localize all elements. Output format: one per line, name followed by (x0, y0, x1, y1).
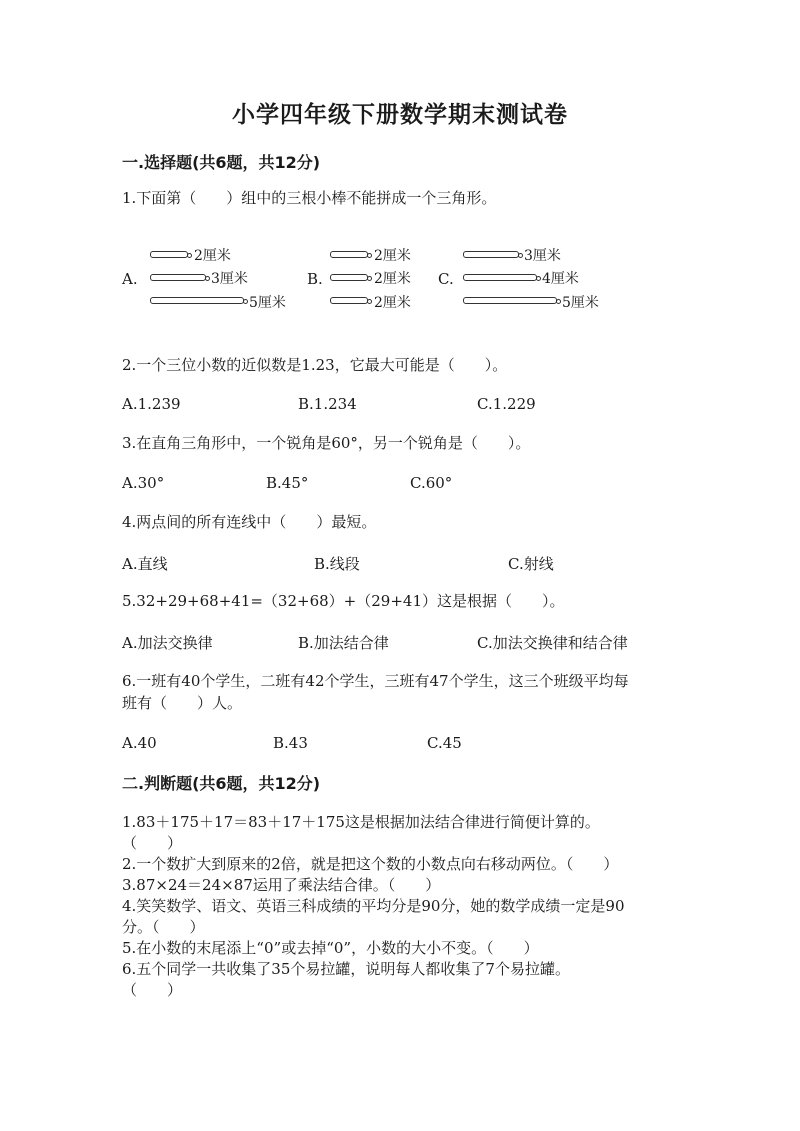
q3-option-c: C.60° (410, 474, 453, 492)
q6-option-a: A.40 (122, 734, 157, 752)
q1-b-stick-2-label: 2厘米 (374, 271, 411, 287)
q1-a-stick-2-label: 3厘米 (211, 271, 248, 287)
q1-c-stick-3 (463, 297, 557, 304)
q1-b-stick-3-label: 2厘米 (374, 295, 411, 311)
judge-item-1: 1.83＋175＋17＝83＋17＋175这是根据加法结合律进行简便计算的。 (122, 813, 600, 831)
q3-option-b: B.45° (266, 474, 309, 492)
q1-b-stick-2 (330, 274, 368, 281)
question-2: 2.一个三位小数的近似数是1.23，它最大可能是（ ）。 (122, 356, 508, 374)
judge-item-4-cont: 分。（ ） (122, 918, 205, 936)
q6-option-c: C.45 (427, 734, 462, 752)
q4-option-b: B.线段 (314, 555, 360, 573)
question-6-line-2: 班有（ ）人。 (122, 694, 243, 712)
q1-c-stick-1-label: 3厘米 (524, 248, 561, 264)
judge-item-4: 4.笑笑数学、语文、英语三科成绩的平均分是90分，她的数学成绩一定是90 (122, 897, 625, 915)
question-3: 3.在直角三角形中，一个锐角是60°，另一个锐角是（ ）。 (122, 434, 531, 452)
judge-item-6-blank: （ ） (122, 981, 183, 999)
q3-option-a: A.30° (122, 474, 165, 492)
question-1: 1.下面第（ ）组中的三根小棒不能拼成一个三角形。 (122, 189, 497, 207)
q1-c-stick-2-label: 4厘米 (542, 271, 579, 287)
question-5: 5.32+29+68+41=（32+68）+（29+41）这是根据（ ）。 (122, 592, 565, 610)
question-6-line-1: 6.一班有40个学生，二班有42个学生，三班有47个学生，这三个班级平均每 (122, 672, 629, 690)
q1-c-stick-2 (463, 274, 537, 281)
q5-option-a: A.加法交换律 (122, 634, 213, 652)
q1-a-stick-1-label: 2厘米 (194, 248, 231, 264)
q4-option-a: A.直线 (122, 555, 168, 573)
q1-option-c-letter: C. (438, 270, 454, 288)
question-4: 4.两点间的所有连线中（ ）最短。 (122, 513, 377, 531)
q1-a-stick-3-label: 5厘米 (249, 295, 286, 311)
q1-a-stick-1 (150, 251, 188, 258)
q1-c-stick-1 (463, 251, 519, 258)
q1-a-stick-2 (150, 274, 206, 281)
q2-option-a: A.1.239 (122, 395, 181, 413)
q1-option-a-letter: A. (122, 270, 138, 288)
q5-option-b: B.加法结合律 (298, 634, 389, 652)
section-1-heading: 一.选择题(共6题，共12分) (122, 153, 321, 172)
q6-option-b: B.43 (273, 734, 308, 752)
section-2-heading: 二.判断题(共6题，共12分) (122, 774, 321, 793)
judge-item-5: 5.在小数的末尾添上“0”或去掉“0”，小数的大小不变。（ ） (122, 939, 539, 957)
q1-b-stick-3 (330, 297, 368, 304)
page-title: 小学四年级下册数学期末测试卷 (232, 102, 568, 128)
q5-option-c: C.加法交换律和结合律 (477, 634, 628, 652)
judge-item-6: 6.五个同学一共收集了35个易拉罐，说明每人都收集了7个易拉罐。 (122, 960, 570, 978)
judge-item-3: 3.87×24＝24×87运用了乘法结合律。（ ） (122, 876, 441, 894)
q1-c-stick-3-label: 5厘米 (562, 295, 599, 311)
judge-item-1-blank: （ ） (122, 834, 183, 852)
q4-option-c: C.射线 (508, 555, 554, 573)
q1-b-stick-1-label: 2厘米 (374, 248, 411, 264)
q1-option-b-letter: B. (307, 270, 323, 288)
q2-option-b: B.1.234 (298, 395, 357, 413)
judge-item-2: 2.一个数扩大到原来的2倍，就是把这个数的小数点向右移动两位。（ ） (122, 855, 619, 873)
q2-option-c: C.1.229 (477, 395, 536, 413)
q1-b-stick-1 (330, 251, 368, 258)
q1-a-stick-3 (150, 297, 244, 304)
